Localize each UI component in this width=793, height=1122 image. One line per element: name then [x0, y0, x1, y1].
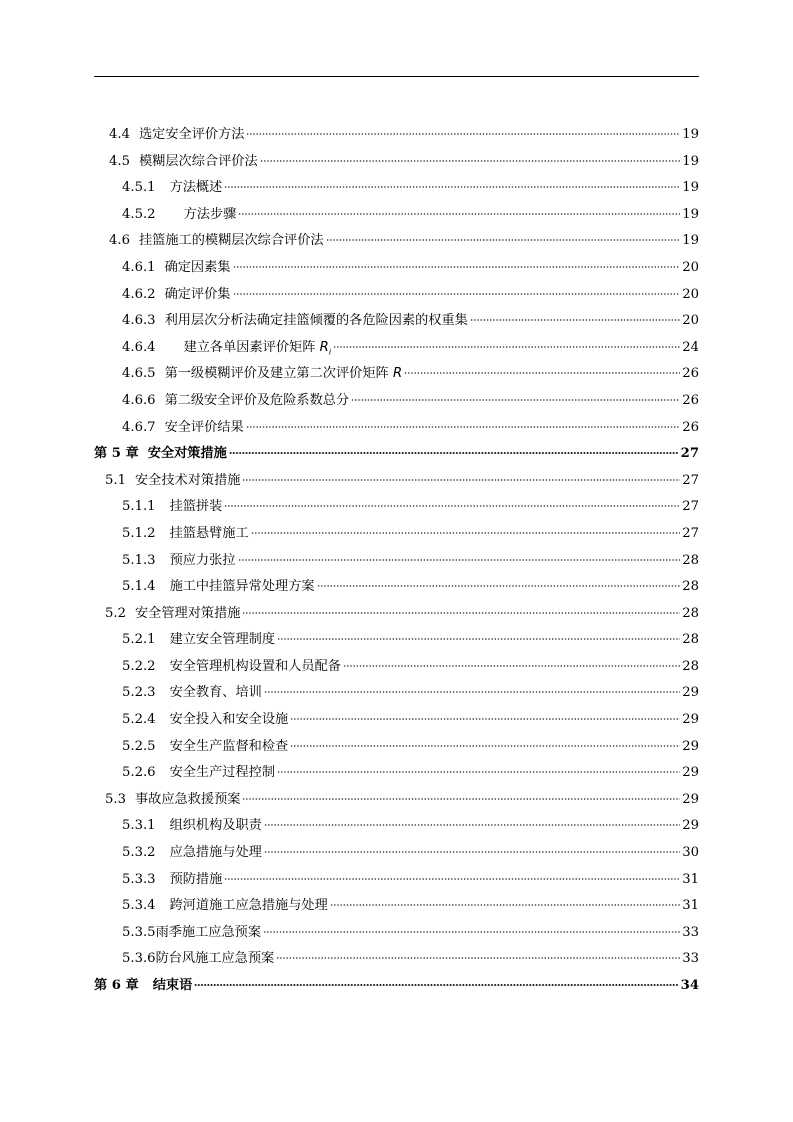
toc-entry-title: 方法概述: [169, 180, 223, 196]
dot-leader: [229, 452, 679, 454]
toc-entry-title: 利用层次分析法确定挂篮倾覆的各危险因素的权重集: [164, 313, 468, 329]
toc-entry-number: 4.6.6: [122, 392, 156, 408]
dot-leader: [264, 824, 680, 826]
toc-entry-title: 第二级安全评价及危险系数总分: [164, 392, 350, 408]
dot-leader: [343, 665, 680, 667]
toc-entry-title: 建立各单因素评价矩阵 $R_i$: [183, 339, 332, 357]
dot-leader: [326, 239, 681, 241]
toc-entry-5-3-4[interactable]: [94, 893, 699, 920]
dot-leader: [246, 426, 681, 428]
toc-entry-number: 4.4: [109, 127, 130, 142]
toc-entry-page: 30: [682, 845, 699, 861]
toc-entry-5-3[interactable]: [94, 787, 699, 814]
toc-entry-title: 安全评价结果: [164, 419, 244, 435]
toc-entry-4-6-4[interactable]: [94, 335, 699, 362]
dot-leader: [404, 372, 680, 374]
toc-entry-page: 29: [682, 738, 699, 754]
toc-entry-title: 安全管理对策措施: [134, 605, 241, 621]
toc-entry-4-6-7[interactable]: [94, 415, 699, 442]
toc-entry-page: 19: [682, 180, 699, 196]
dot-leader: [277, 771, 680, 773]
dot-leader: [333, 346, 680, 348]
toc-entry-page: 29: [682, 685, 699, 701]
toc-entry-4-6-3[interactable]: [94, 308, 699, 335]
dot-leader: [470, 319, 680, 321]
toc-entry-number: 5.2.3: [122, 685, 156, 701]
toc-entry-title: 安全管理机构设置和人员配备: [169, 658, 341, 674]
toc-entry-page: 20: [682, 286, 699, 302]
toc-entry-page: 19: [682, 127, 699, 142]
toc-entry-page: 34: [680, 978, 699, 993]
toc-entry-5-3-6[interactable]: [94, 946, 699, 973]
matrix-symbol: R: [392, 366, 403, 382]
toc-entry-page: 19: [682, 153, 699, 169]
toc-entry-5-3-2[interactable]: [94, 840, 699, 867]
toc-entry-number: 5.2.4: [122, 712, 156, 728]
toc-entry-number: 4.6.2: [122, 286, 156, 302]
dot-leader: [238, 213, 680, 215]
toc-entry-number: 4.6: [109, 233, 130, 249]
dot-leader: [246, 133, 680, 135]
toc-entry-5-1-3[interactable]: [94, 548, 699, 575]
toc-entry-title: 安全生产过程控制: [169, 765, 276, 781]
toc-entry-page: 27: [682, 472, 699, 488]
toc-entry-title: 方法步骤: [183, 206, 237, 222]
dot-leader: [242, 612, 680, 614]
toc-entry-5-1-2[interactable]: [94, 521, 699, 548]
dot-leader: [194, 984, 678, 986]
toc-entry-4-6-6[interactable]: [94, 388, 699, 415]
toc-entry-5-2-6[interactable]: [94, 760, 699, 787]
toc-entry-number: 4.6.3: [122, 313, 156, 329]
toc-entry-page: 26: [682, 419, 699, 435]
toc-entry-number: 5.3.6: [122, 951, 156, 967]
toc-entry-page: 26: [682, 366, 699, 382]
toc-entry-5-1-1[interactable]: [94, 494, 699, 521]
toc-entry-page: 31: [682, 871, 699, 887]
toc-entry-number: 5.1.3: [122, 552, 156, 568]
dot-leader: [224, 505, 680, 507]
toc-entry-page: 20: [682, 313, 699, 329]
toc-entry-5-3-1[interactable]: [94, 813, 699, 840]
toc-entry-number: 5.2.1: [122, 632, 156, 648]
toc-entry-5-3-5[interactable]: [94, 920, 699, 947]
toc-entry-5-2-2[interactable]: [94, 654, 699, 681]
toc-entry-4-5-1[interactable]: [94, 175, 699, 202]
toc-entry-4-6[interactable]: [94, 228, 699, 255]
toc-entry-title: 挂篮悬臂施工: [169, 525, 249, 541]
toc-entry-page: 28: [682, 579, 699, 595]
toc-entry-4-5[interactable]: [94, 149, 699, 176]
toc-entry-4-5-2[interactable]: [94, 202, 699, 229]
toc-entry-number: 5.3.3: [122, 871, 156, 887]
toc-entry-page: 29: [682, 712, 699, 728]
toc-entry-title: 跨河道施工应急措施与处理: [169, 898, 328, 914]
dot-leader: [260, 160, 681, 162]
dot-leader: [224, 186, 680, 188]
toc-entry-5-2-4[interactable]: [94, 707, 699, 734]
toc-entry-number: 5.1.2: [122, 525, 156, 541]
toc-entry-title: 确定评价集: [164, 286, 231, 302]
toc-chapter-number: 第 6 章: [94, 978, 139, 993]
toc-entry-number: 5.3.1: [122, 818, 156, 834]
dot-leader: [264, 851, 680, 853]
dot-leader: [317, 585, 681, 587]
dot-leader: [251, 532, 681, 534]
toc-entry-title: 安全投入和安全设施: [169, 712, 289, 728]
dot-leader: [224, 878, 680, 880]
toc-entry-title: 选定安全评价方法: [138, 127, 245, 142]
toc-entry-number: 4.5.2: [122, 206, 156, 222]
toc-entry-4-6-2[interactable]: [94, 282, 699, 309]
toc-entry-5-2-5[interactable]: [94, 734, 699, 761]
toc-entry-5-1-4[interactable]: [94, 574, 699, 601]
dot-leader: [238, 559, 681, 561]
dot-leader: [276, 957, 680, 959]
toc-entry-page: 28: [682, 552, 699, 568]
toc-entry-title: 模糊层次综合评价法: [138, 153, 258, 169]
toc-entry-number: 5.1: [105, 472, 126, 488]
toc-entry-number: 4.6.4: [122, 339, 156, 355]
toc-entry-page: 26: [682, 392, 699, 408]
toc-entry-page: 19: [682, 206, 699, 222]
toc-entry-number: 4.6.5: [122, 366, 156, 382]
toc-entry-title: 安全教育、培训: [169, 685, 262, 701]
toc-entry-5-2-1[interactable]: [94, 627, 699, 654]
toc-entry-5-1[interactable]: [94, 468, 699, 495]
toc-entry-number: 5.2.2: [122, 658, 156, 674]
toc-entry-page: 20: [682, 259, 699, 275]
toc-entry-number: 5.3: [105, 791, 126, 807]
toc-entry-number: 4.5.1: [122, 180, 156, 196]
dot-leader: [233, 293, 681, 295]
toc-entry-title: 挂篮施工的模糊层次综合评价法: [138, 233, 324, 249]
dot-leader: [290, 718, 680, 720]
toc-entry-title: 应急措施与处理: [169, 845, 262, 861]
toc-entry-page: 24: [682, 339, 699, 355]
toc-chapter-6[interactable]: [94, 973, 699, 1000]
dot-leader: [242, 798, 680, 800]
toc-entry-title: 预应力张拉: [169, 552, 236, 568]
toc-entry-page: 33: [682, 924, 699, 940]
toc-chapter-title: 结束语: [152, 978, 193, 993]
dot-leader: [330, 904, 680, 906]
toc-entry-title: 挂篮拼装: [169, 499, 223, 515]
toc-entry-number: 5.1.4: [122, 579, 156, 595]
toc-entry-number: 4.5: [109, 153, 130, 169]
toc-entry-title: 雨季施工应急预案: [155, 924, 262, 940]
toc-entry-title: 第一级模糊评价及建立第二次评价矩阵 R: [164, 366, 403, 382]
toc-entry-title: 安全技术对策措施: [134, 472, 241, 488]
toc-entry-page: 29: [682, 791, 699, 807]
toc-entry-number: 5.1.1: [122, 499, 156, 515]
toc-entry-number: 5.3.2: [122, 845, 156, 861]
toc-entry-page: 19: [682, 233, 699, 249]
dot-leader: [351, 399, 680, 401]
toc-entry-page: 33: [682, 951, 699, 967]
toc-entry-4-6-1[interactable]: [94, 255, 699, 282]
dot-leader: [263, 931, 680, 933]
toc-entry-title: 安全生产监督和检查: [169, 738, 289, 754]
toc-entry-number: 4.6.7: [122, 419, 156, 435]
toc-entry-title: 预防措施: [169, 871, 223, 887]
toc-chapter-title: 安全对策措施: [147, 446, 227, 462]
matrix-symbol: R: [319, 339, 329, 355]
toc-entry-5-2-3[interactable]: [94, 680, 699, 707]
toc-entry-title: 组织机构及职责: [169, 818, 262, 834]
dot-leader: [264, 691, 680, 693]
header-rule: [94, 76, 699, 77]
toc-entry-number: 5.3.4: [122, 898, 156, 914]
toc-entry-title: 防台风施工应急预案: [155, 951, 275, 967]
toc-entry-number: 5.2.5: [122, 738, 156, 754]
toc-entry-4-4[interactable]: [94, 122, 699, 149]
toc-entry-page: 29: [682, 818, 699, 834]
toc-entry-page: 31: [682, 898, 699, 914]
toc-entry-number: 5.2: [105, 605, 126, 621]
dot-leader: [233, 266, 681, 268]
toc-entry-title: 建立安全管理制度: [169, 632, 276, 648]
toc-entry-page: 27: [680, 446, 699, 462]
toc-chapter-number: 第 5 章: [94, 446, 139, 462]
dot-leader: [277, 638, 680, 640]
toc-entry-page: 28: [682, 605, 699, 621]
toc-entry-5-3-3[interactable]: [94, 867, 699, 894]
toc-entry-5-2[interactable]: [94, 601, 699, 628]
toc-entry-title: 确定因素集: [164, 259, 231, 275]
table-of-contents: [94, 122, 699, 1000]
toc-entry-4-6-5[interactable]: [94, 361, 699, 388]
toc-entry-page: 28: [682, 632, 699, 648]
toc-entry-page: 28: [682, 658, 699, 674]
dot-leader: [290, 745, 680, 747]
toc-chapter-5[interactable]: [94, 441, 699, 468]
dot-leader: [242, 479, 680, 481]
matrix-subscript: i: [328, 347, 332, 357]
toc-entry-number: 5.3.5: [122, 924, 156, 940]
toc-entry-number: 4.6.1: [122, 259, 156, 275]
toc-entry-page: 27: [682, 499, 699, 515]
toc-entry-title: 事故应急救援预案: [134, 791, 241, 807]
toc-entry-number: 5.2.6: [122, 765, 156, 781]
toc-entry-page: 29: [682, 765, 699, 781]
toc-entry-title: 施工中挂篮异常处理方案: [169, 579, 315, 595]
toc-entry-page: 27: [682, 525, 699, 541]
